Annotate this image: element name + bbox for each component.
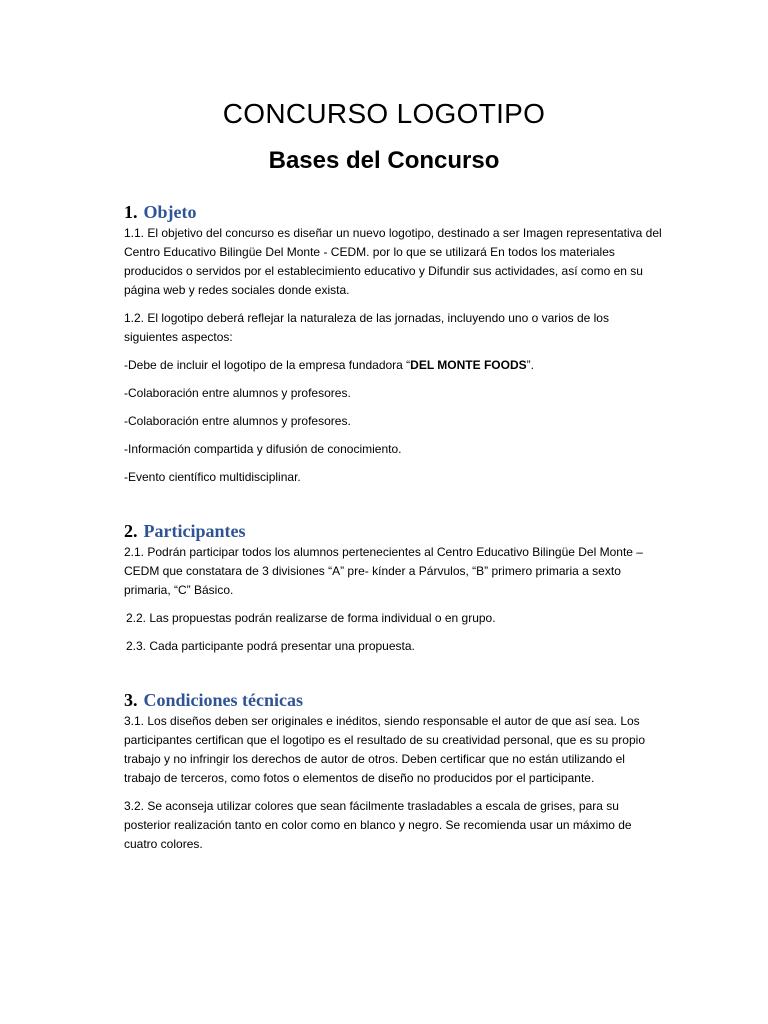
section-number: 2. [124,521,138,541]
document-title: CONCURSO LOGOTIPO [222,98,546,129]
document-subtitle: Bases del Concurso [268,147,500,174]
list-item: -Información compartida y difusión de conocimiento. [124,442,402,456]
section-participantes [124,519,664,656]
list-item: -Colaboración entre alumnos y profesores. [124,386,351,400]
paragraph: 1.1. El objetivo del concurso es diseñar un nuevo logotipo, destinado a ser Imagen representativa del Centro Educativo Bilingüe Del Monte - CEDM. por lo que se utilizará En todos los materiales producidos o servidos por el establecimiento educativo y Difundir sus actividades, así como en su página web y redes sociales donde exista. [124,226,662,297]
paragraph: 1.2. El logotipo deberá reflejar la naturaleza de las jornadas, incluyendo uno o varios de los siguientes aspectos: [124,311,609,344]
company-name: DEL MONTE FOODS [410,358,527,372]
section-number: 3. [124,690,138,710]
list-item-suffix: ”. [526,358,534,372]
paragraph: 3.2. Se aconseja utilizar colores que sean fácilmente trasladables a escala de grises, para su posterior realización tanto en color como en blanco y negro. Se recomienda usar un máximo de cuatro colores. [124,799,632,851]
section-condiciones-tecnicas [124,688,664,854]
section-title: Participantes [143,521,246,541]
paragraph: 2.2. Las propuestas podrán realizarse de forma individual o en grupo. [126,611,496,625]
section-title: Objeto [143,202,197,222]
section-title: Condiciones técnicas [143,690,303,710]
paragraph: 2.3. Cada participante podrá presentar una propuesta. [126,639,415,653]
section-heading [124,519,664,543]
list-item [124,356,664,375]
section-spacer [124,496,664,519]
section-heading [124,200,664,224]
section-number: 1. [124,202,138,222]
paragraph: 3.1. Los diseños deben ser originales e inéditos, siendo responsable el autor de que así sea. Los participantes certifican que el logotipo es el resultado de su creatividad personal, que es su propio trabajo y no infringir los derechos de autor de otros. Deben certificar que no están utilizando el trabajo de terceros, como fotos o elementos de diseño no producidos por el participante. [124,714,645,785]
list-item: -Colaboración entre alumnos y profesores. [124,414,351,428]
section-heading [124,688,664,712]
list-item: -Evento científico multidisciplinar. [124,470,301,484]
paragraph: 2.1. Podrán participar todos los alumnos pertenecientes al Centro Educativo Bilingüe Del Monte – CEDM que constatara de 3 divisiones “A” pre- kínder a Párvulos, “B” primero primaria a sexto primaria, “C” Básico. [124,545,643,597]
document-body [124,200,664,863]
section-spacer [124,665,664,688]
list-item-prefix: -Debe de incluir el logotipo de la empresa fundadora “ [124,358,411,372]
section-objeto [124,200,664,487]
